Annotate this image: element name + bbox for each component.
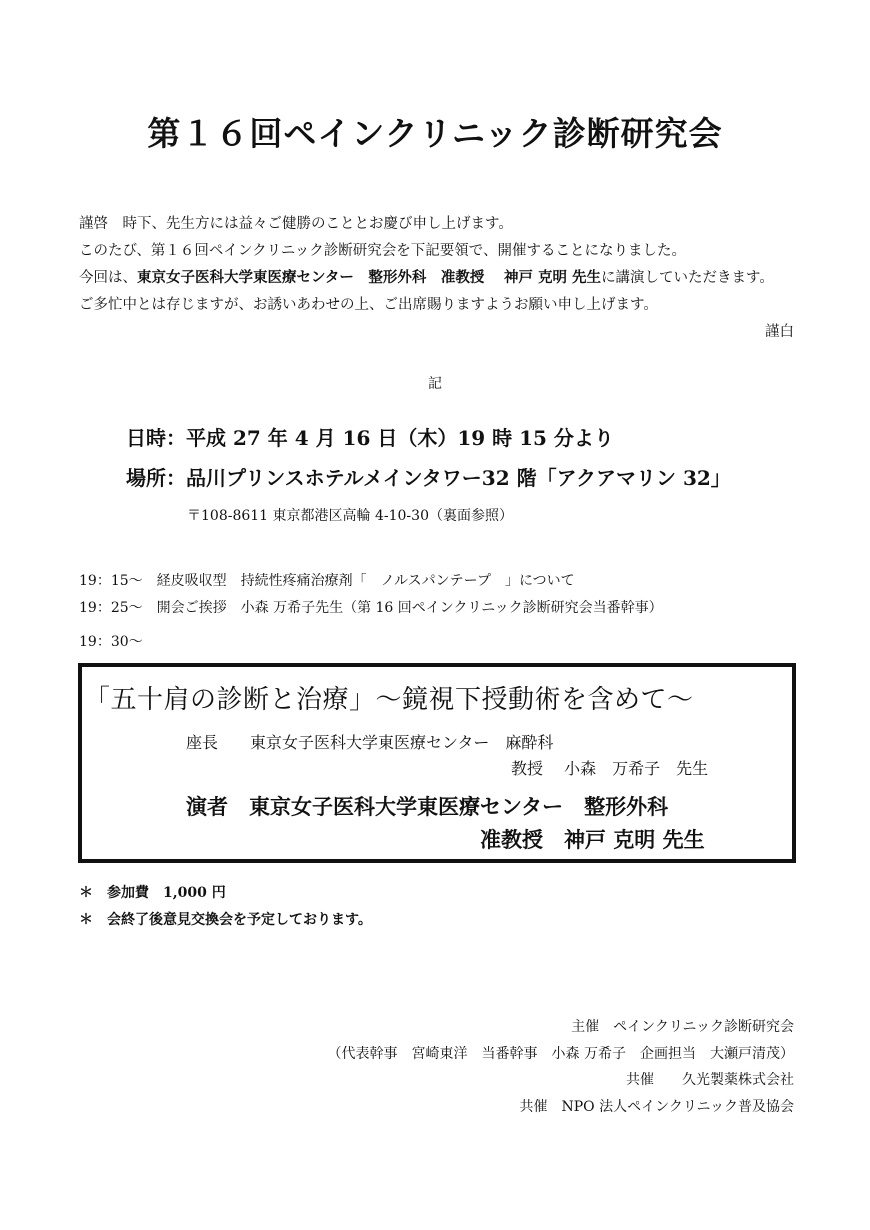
greeting-line-1: 謹啓 時下、先生方には益々ご健勝のこととお慶び申し上げます。	[79, 216, 513, 232]
greeting-line-4: ご多忙中とは存じますが、お誘いあわせの上、ご出席賜りますようお願い申し上げます。	[79, 297, 658, 313]
greeting-line-3-suffix: に講演していただきます。	[601, 270, 774, 286]
program-item-1: 19：15～ 経皮吸収型 持続性疼痛治療剤「 ノルスパンテープ 」について	[79, 573, 575, 589]
greeting-line-3-prefix: 今回は、	[79, 270, 137, 286]
speaker-name: 准教授 神戸 克明 先生	[480, 827, 705, 852]
closing-word: 謹白	[765, 324, 794, 340]
event-datetime: 日時：平成 27 年 4 月 16 日（木）19 時 15 分より	[126, 426, 614, 450]
greeting-speaker-highlight: 東京女子医科大学東医療センター 整形外科 准教授 神戸 克明 先生	[137, 269, 602, 286]
program-item-2: 19：25～ 開会ご挨拶 小森 万希子先生（第 16 回ペインクリニック診断研究会当番幹事）	[79, 600, 663, 616]
speaker-affiliation: 演者 東京女子医科大学東医療センター 整形外科	[186, 794, 669, 819]
event-address: 〒108-8611 東京都港区高輪 4-10-30（裏面参照）	[187, 508, 513, 524]
chair-affiliation: 座長 東京女子医科大学東医療センター 麻酔科	[186, 733, 554, 752]
organizer-cohost-1: 共催 久光製薬株式会社	[626, 1072, 794, 1088]
note-reception: ＊ 会終了後意見交換会を予定しております。	[79, 912, 372, 928]
chair-name: 教授 小森 万希子 先生	[511, 759, 709, 778]
event-venue: 場所：品川プリンスホテルメインタワー32 階「アクアマリン 32」	[126, 466, 731, 490]
greeting-line-2: このたび、第１６回ペインクリニック診断研究会を下記要領で、開催することになりました。	[79, 243, 686, 259]
lecture-title: 「五十肩の診断と治療」～鏡視下授動術を含めて～	[84, 685, 694, 715]
note-fee: ＊ 参加費 1,000 円	[79, 885, 226, 901]
organizer-host: 主催 ペインクリニック診断研究会	[571, 1019, 794, 1035]
program-item-3: 19：30～	[79, 634, 143, 650]
document-title: 第１６回ペインクリニック診断研究会	[147, 114, 723, 153]
greeting-line-3	[79, 266, 774, 287]
organizer-cohost-2: 共催 NPO 法人ペインクリニック普及協会	[519, 1099, 794, 1115]
ki-marker: 記	[428, 376, 442, 392]
organizer-officers: （代表幹事 宮崎東洋 当番幹事 小森 万希子 企画担当 大瀬戸清茂）	[327, 1046, 794, 1062]
